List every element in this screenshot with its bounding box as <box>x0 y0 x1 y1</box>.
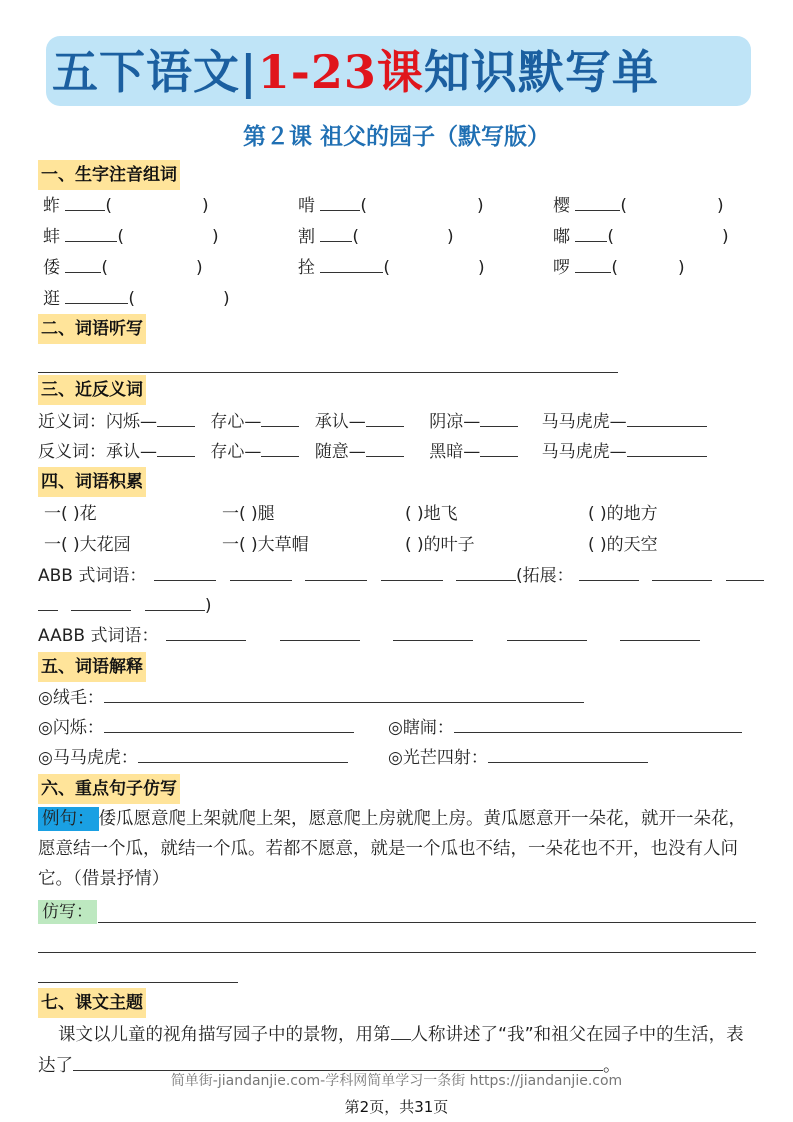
char-item: 樱 ( ) <box>553 192 724 220</box>
char-item: 割 ( ) <box>298 223 454 251</box>
char-item: 啰 ( ) <box>553 254 685 282</box>
example-tag: 例句： <box>38 807 99 831</box>
char-item: 倭 ( ) <box>43 254 203 282</box>
section-heading-5: 五、词语解释 <box>38 652 146 682</box>
char-item: 蚱 ( ) <box>43 192 209 220</box>
aabb-row: AABB 式词语： <box>38 622 700 650</box>
definition-item: ◎绒毛： <box>38 684 584 712</box>
title-part-grade: 五下语文| <box>52 45 258 99</box>
imitate-line <box>98 922 756 923</box>
char-item: 啃 ( ) <box>298 192 484 220</box>
abb-row-cont: ) <box>38 592 211 620</box>
antonym-row: 反义词：承认— 存心— 随意— 黑暗— 马马虎虎— <box>38 438 707 466</box>
dictation-line <box>38 372 618 373</box>
imitate-line <box>38 952 756 953</box>
section-heading-3: 三、近反义词 <box>38 375 146 405</box>
phrase-item: ( )的叶子 <box>405 535 475 555</box>
definition-item: ◎瞎闹： <box>388 714 742 742</box>
char-item: 嘟 ( ) <box>553 223 729 251</box>
phrase-item: 一( )腿 <box>222 504 275 524</box>
imitate-line <box>38 982 238 983</box>
phrase-item: ( )的天空 <box>588 535 658 555</box>
char-item: 拴 ( ) <box>298 254 485 282</box>
imitate-row <box>38 898 97 926</box>
definition-item: ◎光芒四射： <box>388 744 648 772</box>
title-part-lessons: 1-23课 <box>257 45 424 99</box>
theme-paragraph: 课文以儿童的视角描写园子中的景物，用第 人称讲述了“我”和祖父在园子中的生活，表达了 。 <box>38 1019 758 1081</box>
section-heading-1: 一、生字注音组词 <box>38 160 180 190</box>
section-heading-4: 四、词语积累 <box>38 467 146 497</box>
abb-row: ABB 式词语： (拓展： <box>38 562 764 590</box>
section-heading-2: 二、词语听写 <box>38 314 146 344</box>
definition-item: ◎马马虎虎： <box>38 744 348 772</box>
phrase-item: ( )地飞 <box>405 504 458 524</box>
phrase-item: 一( )大花园 <box>44 535 131 555</box>
example-text: 倭瓜愿意爬上架就爬上架，愿意爬上房就爬上房。黄瓜愿意开一朵花，就开一朵花，愿意结一个瓜，就结一个瓜。若都不愿意，就是一个瓜也不结，一朵花也不开，也没有人问它。（借景抒情） <box>38 809 746 889</box>
watermark-text: 简单街-jiandanjie.com-学科网简单学习一条街 https://jiandanjie.com <box>170 1073 623 1089</box>
section-heading-6: 六、重点句子仿写 <box>38 774 180 804</box>
page-number: 第2页，共31页 <box>344 1098 449 1116</box>
definition-item: ◎闪烁： <box>38 714 354 742</box>
phrase-item: 一( )花 <box>44 504 97 524</box>
title-part-topic: 知识默写单 <box>423 45 659 99</box>
example-sentence <box>38 804 758 894</box>
synonym-row: 近义词：闪烁— 存心— 承认— 阴凉— 马马虎虎— <box>38 408 707 436</box>
phrase-item: 一( )大草帽 <box>222 535 309 555</box>
section-heading-7: 七、课文主题 <box>38 988 146 1018</box>
page-title <box>52 42 659 102</box>
char-item: 蚌 ( ) <box>43 223 219 251</box>
imitate-tag: 仿写： <box>38 900 97 924</box>
char-item: 逛 ( ) <box>43 285 230 313</box>
phrase-item: ( )的地方 <box>588 504 658 524</box>
lesson-subtitle: 第２课 祖父的园子（默写版） <box>242 124 550 150</box>
